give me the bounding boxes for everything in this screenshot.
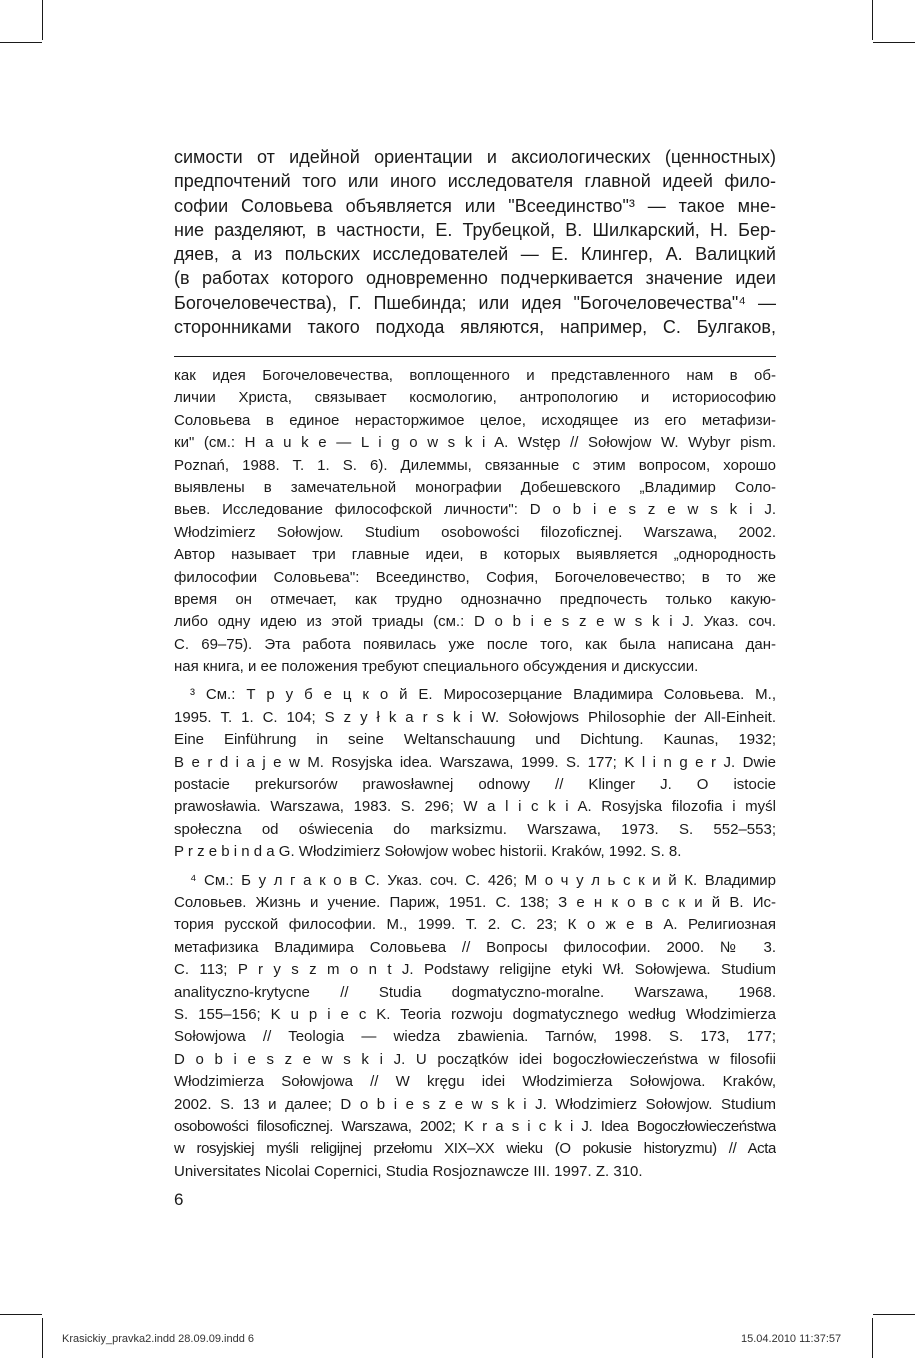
footnote-line: postacie prekursorów prawosławnej odnowy // Klinger J. O istocie [174, 776, 776, 794]
crop-mark-bottom-right [872, 1318, 873, 1358]
footnote-line: Universitates Nicolai Copernici, Studia Rosjoznawcze III. 1997. Z. 310. [174, 1162, 643, 1180]
footnote-4 [174, 870, 776, 1183]
footnote-line: личии Христа, связывает космологию, антропологию и историософию [174, 389, 776, 407]
footnote-line: prawosławia. Warszawa, 1983. S. 296; W a l i c k i A. Rosyjska filozofia i myśl [174, 798, 776, 816]
footnote-line: С. 113; P r y s z m o n t J. Podstawy religijne etyki Wł. Sołowjewa. Studium [174, 961, 776, 979]
footnote-separator-rule [174, 356, 776, 357]
crop-mark-top-right [872, 0, 873, 40]
footnote-line: analityczno-krytycne // Studia dogmatyczno-moralne. Warszawa, 1968. [174, 983, 776, 1001]
footnote-line: społeczna od oświecenia do marksizmu. Warszawa, 1973. S. 552–553; [174, 820, 776, 838]
footnote-line: С. 69–75). Эта работа появилась уже после того, как была написана дан- [174, 635, 776, 653]
main-text-line: симости от идейной ориентации и аксиологических (ценностных) [174, 147, 776, 167]
footnote-line: 2002. S. 13 и далее; D o b i e s z e w s k i J. Włodzimierz Sołowjow. Studium [174, 1095, 776, 1113]
crop-mark-top-right-h [873, 42, 915, 43]
footnote-line: B e r d i a j e w M. Rosyjska idea. Warszawa, 1999. S. 177; K l i n g e r J. Dwie [174, 753, 776, 771]
main-text-line: дяев, а из польских исследователей — Е. Клингер, А. Валицкий [174, 244, 776, 265]
crop-mark-bottom-left [42, 1318, 43, 1358]
footnote-line: Автор называет три главные идеи, в которых выявляется „однородность [174, 546, 776, 564]
footnote-line: D o b i e s z e w s k i J. U początków idei bogoczłowieczeństwa w filosofii [174, 1050, 776, 1068]
main-text-line: (в работах которого одновременно подчеркивается значение идеи [174, 268, 776, 289]
print-slug-filename: Krasickiy_pravka2.indd 28.09.09.indd 6 [62, 1333, 255, 1345]
footnote-line: выявлены в замечательной монографии Добешевского „Владимир Соло- [174, 478, 776, 496]
footnote-line: Włodzimierza Sołowjowa // W kręgu idei Włodzimierza Sołowjowa. Kraków, [174, 1073, 776, 1091]
footnote-line: время он отмечает, как трудно однозначно предпочесть только какую- [174, 590, 776, 608]
footnote-line: Włodzimierz Sołowjow. Studium osobowości filozoficznej. Warszawa, 2002. [174, 523, 776, 541]
footnote-line: либо одну идею из этой триады (см.: D o b i e s z e w s k i J. Указ. соч. [174, 613, 776, 631]
main-text-line: сторонниками такого подхода являются, например, С. Булгаков, [174, 317, 776, 338]
crop-mark-bottom-right-h [873, 1314, 915, 1315]
footnotes [174, 365, 776, 1183]
footnote-line: ⁴ См.: Б у л г а к о в С. Указ. соч. С. 426; М о ч у л ь с к и й К. Владимир [190, 871, 776, 889]
footnote-line: P r z e b i n d a G. Włodzimierz Sołowjow wobec historii. Kraków, 1992. S. 8. [174, 843, 682, 861]
footnote-line: Eine Einführung in seine Weltanschauung und Dichtung. Kaunas, 1932; [174, 731, 776, 749]
footnote-line: w rosyjskiej myśli religijnej przełomu XIX–XX wieku (O pokusie historyzmu) // Acta [174, 1140, 776, 1158]
footnote-3 [174, 684, 776, 863]
main-text-line: предпочтений того или иного исследователя главной идеей фило- [174, 171, 776, 192]
footnote-line: Sołowjowa // Teologia — wiedza zbawienia. Tarnów, 1998. S. 173, 177; [174, 1028, 776, 1046]
footnote-line: Соловьев. Жизнь и учение. Париж, 1951. С. 138; З е н к о в с к и й В. Ис- [174, 893, 776, 911]
footnote-line: osobowości filosoficznej. Warszawa, 2002; K r a s i c k i J. Idea Bogoczłowieczeństwa [174, 1117, 776, 1135]
footnote-line: ная книга, и ее положения требуют специального обсуждения и дискуссии. [174, 658, 699, 676]
crop-mark-top-left [42, 0, 43, 40]
footnote-line: тория русской философии. М., 1999. Т. 2. С. 23; К о ж е в А. Религиозная [174, 916, 776, 934]
footnote-line: S. 155–156; K u p i e c K. Teoria rozwoju dogmatycznego według Włodzimierza [174, 1005, 776, 1023]
footnote-line: как идея Богочеловечества, воплощенного и представленного нам в об- [174, 367, 776, 384]
footnote-line: ки" (см.: H a u k e — L i g o w s k i A. Wstęp // Sołowjow W. Wybyr pism. [174, 434, 776, 452]
footnote-line: философии Соловьева": Всеединство, София, Богочеловечество; в то же [174, 568, 776, 586]
main-text-line: софии Соловьева объявляется или "Всеединство"³ — такое мне- [174, 195, 776, 216]
print-slug-timestamp: 15.04.2010 11:37:57 [741, 1333, 842, 1345]
footnote-line: метафизика Владимира Соловьева // Вопросы философии. 2000. № 3. [174, 938, 776, 956]
footnote-line: ³ См.: Т р у б е ц к о й Е. Миросозерцание Владимира Соловьева. М., [190, 686, 776, 704]
footnote-line: вьев. Исследование философской личности": D o b i e s z e w s k i J. [174, 501, 776, 519]
main-text [174, 145, 776, 339]
footnote-line: 1995. Т. 1. С. 104; S z y ł k a r s k i W. Sołowjows Philosophie der All-Einheit. [174, 708, 776, 726]
crop-mark-top-left-h [0, 42, 42, 43]
crop-mark-bottom-left-h [0, 1314, 42, 1315]
main-text-line: Богочеловечества), Г. Пшебинда; или идея "Богочеловечества"⁴ — [174, 292, 776, 313]
page-number: 6 [174, 1190, 184, 1209]
main-text-line: ние разделяют, в частности, Е. Трубецкой, В. Шилкарский, Н. Бер- [174, 219, 776, 240]
footnote-line: Соловьева в единое нерасторжимое целое, исходящее из его метафизи- [174, 411, 776, 429]
footnote-line: Poznań, 1988. T. 1. S. 6). Дилеммы, связанные с этим вопросом, хорошо [174, 456, 776, 474]
footnote-continuation [174, 365, 776, 678]
